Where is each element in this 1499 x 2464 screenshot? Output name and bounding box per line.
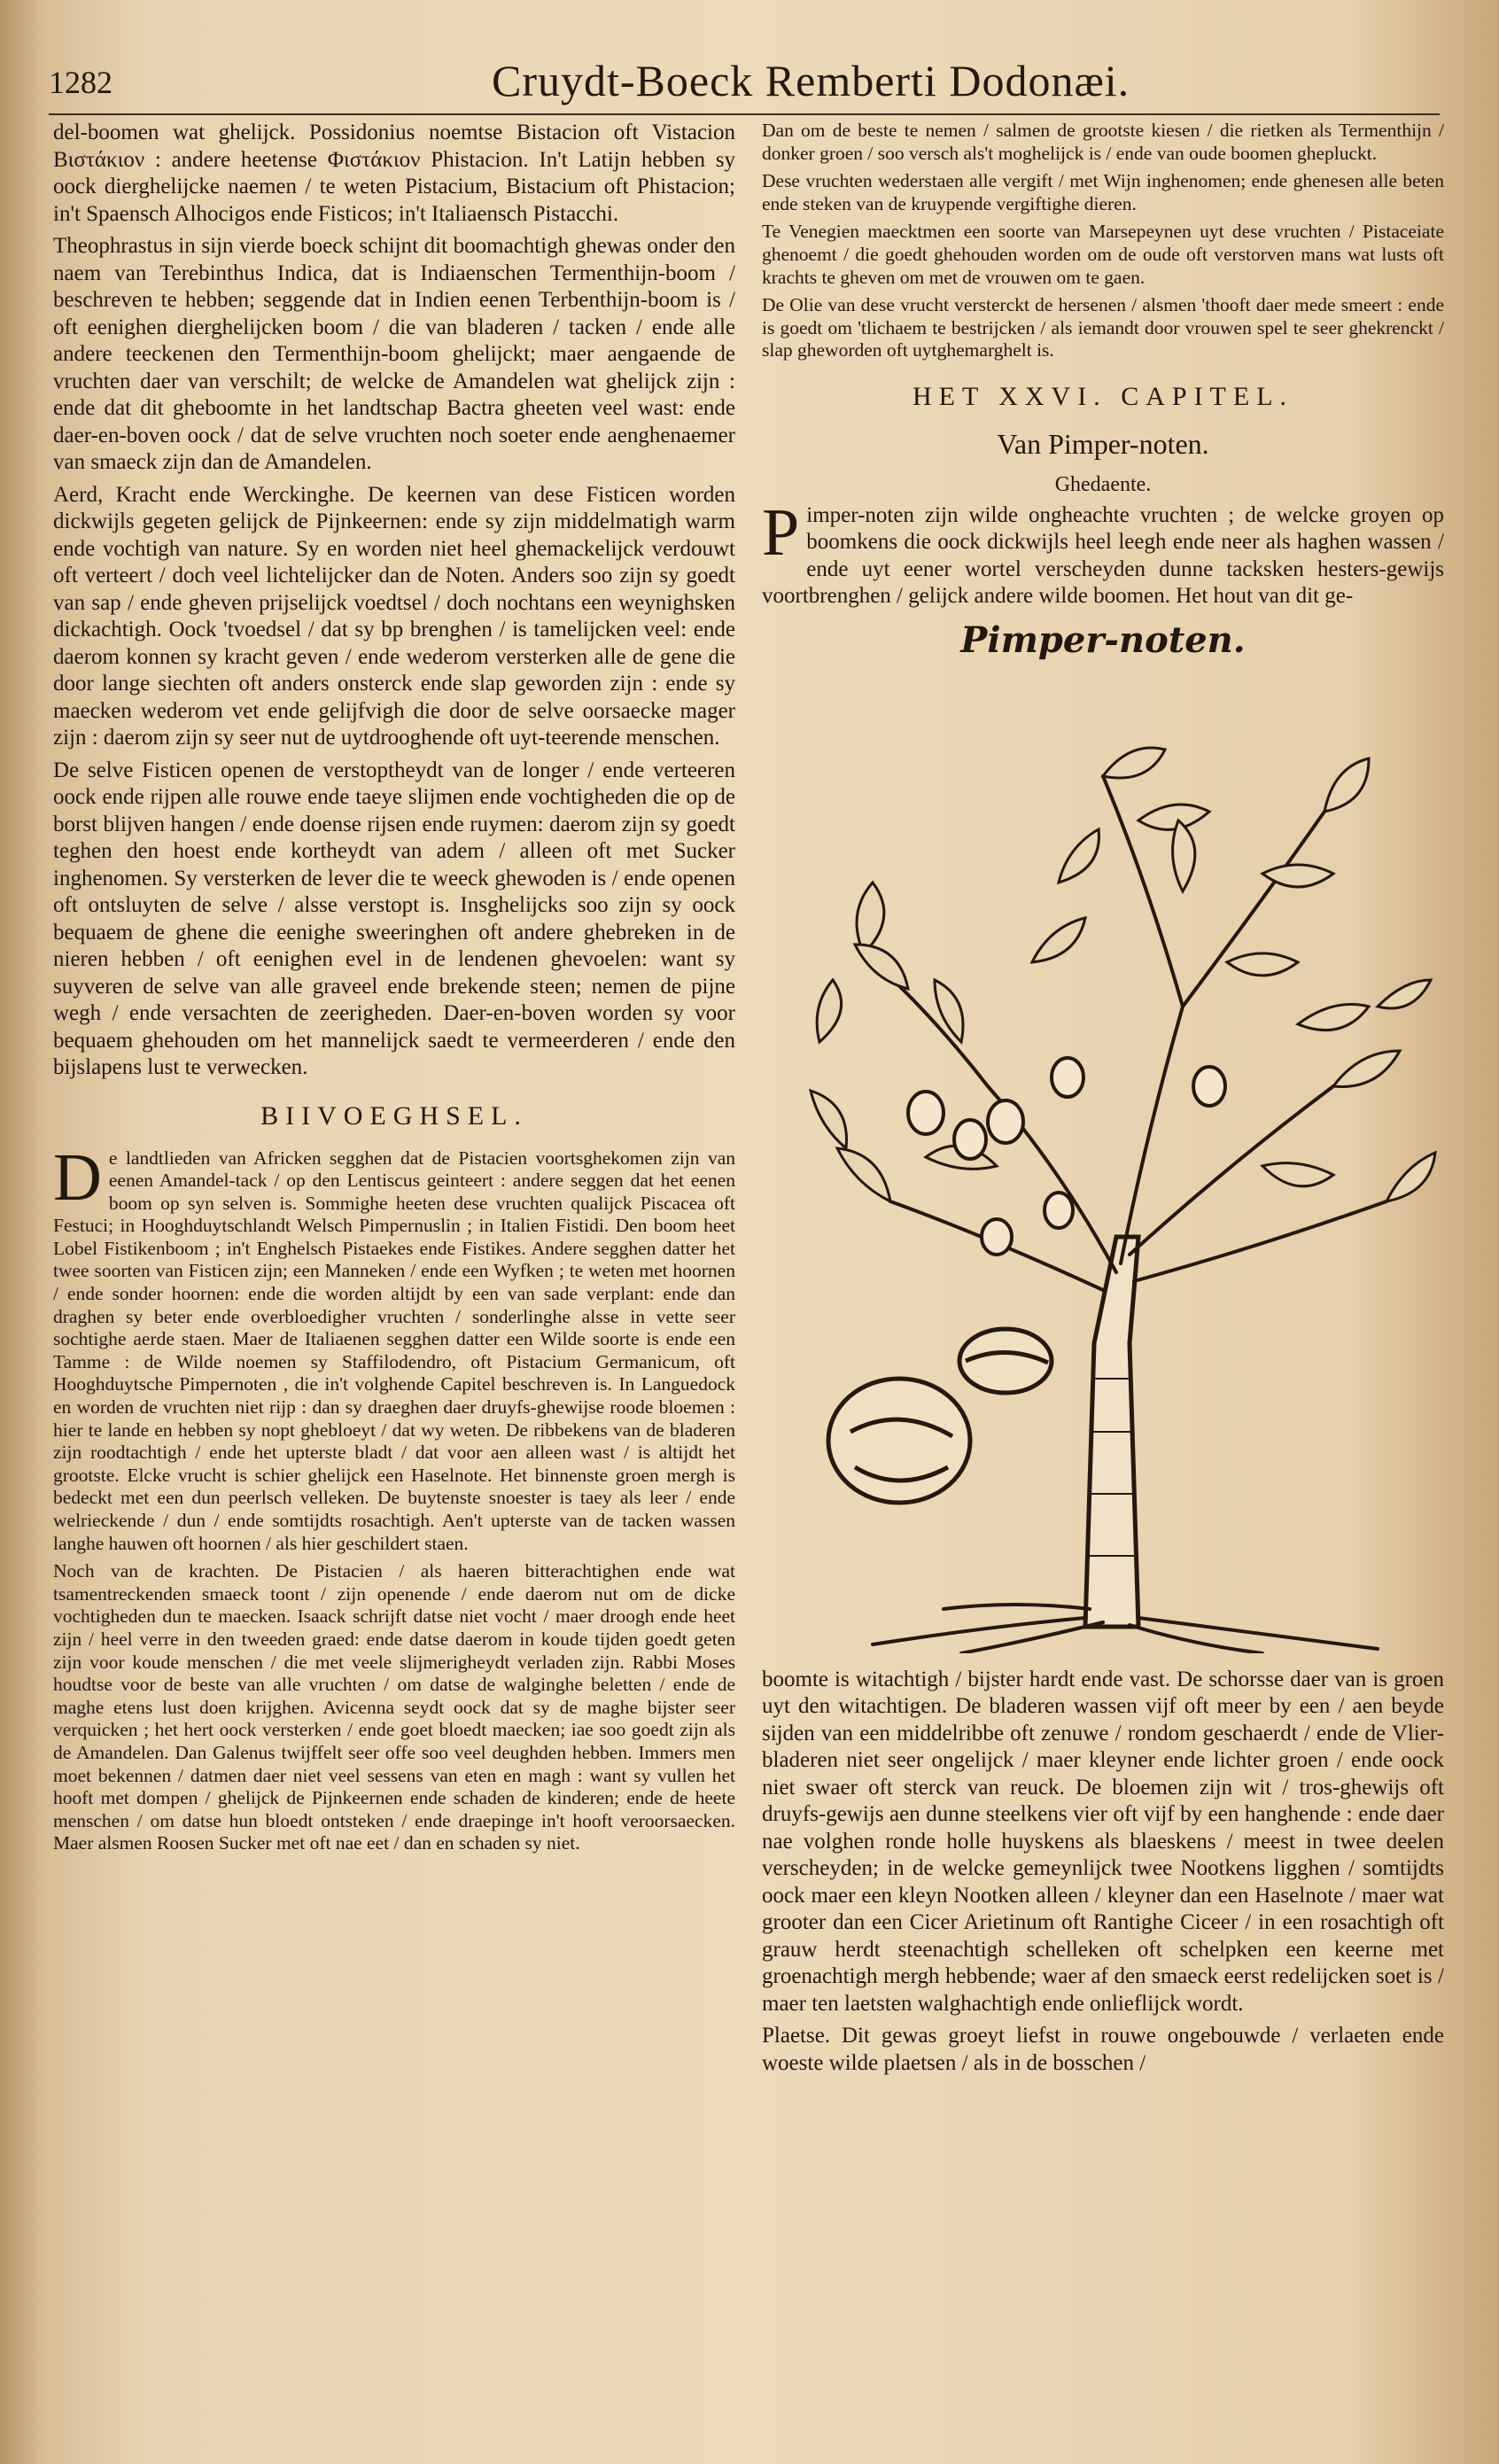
section-label: Ghedaente. xyxy=(1054,472,1152,496)
paragraph: Dan om de beste te nemen / salmen de grootste kiesen / die rietken als Termenthijn / donker groen / soo versch als't moghelijck is / ende van oude boomen ghepluckt. xyxy=(762,120,1444,164)
paragraph: De selve Fisticen openen de verstoptheydt van de longer / ende verteeren oock ende rijpen alle rouwe ende taeye slijmen ende vochtigheden die op de borst blijven hangen / ende doense rijsen ende ruymen: daerom zijn sy goedt teghen den hoest ende kortheydt van adem / alleen oft met Sucker inghenomen. Sy versterken de lever die te weeck ghewoden is / ende openen oft ontsluyten de selve / alsse verstopt is. Insghelijcks soo zijn sy oock bequaem de ghene die eenighe sweeringhen oft andere ghebreken in de nieren hebben / oft eenighen evel in de lendenen ghevoelen: want sy suyveren de selve van alle graveel ende brekende steen; nemen de pijne wegh / ende versachten de zeerigheden. Daer-en-boven worden sy voor bequaem ghehouden om het mannelijck saedt te vermeerderen / ende den bijslapens lust te verwecken. xyxy=(53,758,735,1079)
left-column xyxy=(53,120,735,1861)
paragraph: del-boomen wat ghelijck. Possidonius noemtse Bistacion oft Vistacion Βιστάκιον : andere heetense Φιστάκιον Phistacion. In't Latijn hebben sy oock dierghelijcke naemen / te weten Pistacium, Bistacium oft Phistacion; in't Spaensch Alhocigos ende Fisticos; in't Italiaensch Pistacchi. xyxy=(53,120,735,226)
right-column xyxy=(762,120,1444,2082)
paragraph: boomte is witachtigh / bijster hardt ende vast. De schorsse daer van is groen uyt den witachtigen. De bladeren wassen vijf oft meer by een / aen beyde sijden van een middelribbe oft zenuwe / rondom geschaerdt / ende de Vlier-bladeren niet seer ongelijck / maer kleyner ende lichter groen / ende oock niet swaer oft sterck van reuck. De bloemen zijn wit / tros-ghewijs oft druyfs-gewijs aen dunne steelkens vier oft vijf by een hanghende : ende daer nae volghen ronde holle huyskens als blaeskens / meest in twee deelen verscheyden; in de welcke gemeynlijck twee Nootkens ligghen / somtijdts oock maer een kleyn Nootken alleen / kleyner dan een Haselnote / maer wat grooter dan een Cicer Arietinum oft Rantighe Ciceer / in een rosachtigh oft grauw herdt steenachtigh schelleken oft schelpken een keerne met groenachtigh mergh hebbende; waer af den smaeck eerst redelijcken soet is / maer ten laetsten walghachtigh ende onlieflijck wordt. xyxy=(762,1667,1444,2016)
paragraph: De landtlieden van Africken segghen dat de Pistacien voortsghekomen zijn van eenen Amandel-tack / op den Lentiscus geinteert : andere seggen dat het eenen boom op syn selven is. Sommighe heeten dese vruchten qualijck Piscacea oft Festuci; in Hooghduytschlandt Welsch Pimpernuslin ; in Italien Fistidi. Den boom heet Lobel Fistikenboom ; in't Enghelsch Pistaekes ende Fistikes. Andere segghen datter het twee soorten van Fisticen zijn; een Manneken / ende een Wyfken ; te weten met hoornen / ende sonder hoornen: ende die worden altijdt by een van sade verplant: ende dan draghen sy beter ende overbloedigher vruchten / sonderlinghe alsse in vette seer sochtighe aerde staen. Maer de Italiaenen segghen datter een Wilde soorte is ende een Tamme : de Wilde noemen sy Staffilodendro, oft Pistacium Germanicum, oft Hooghduytsche Pimpernoten , die in't volghende Capitel beschreven is. In Languedock en worden de vruchten niet rijp : dan sy draeghen daer druyfs-ghewijse roode bloemen : hier te lande en hebben sy nopt ghebloeyt / dat wy weten. De ribbekens van de bladeren zijn roodtachtigh / ende het upterste bladt / dat voor aen alleen wast / is altijdt het grootste. Elcke vrucht is schier ghelijck een Haselnote. Het binnenste groen mergh is bedeckt met een dun peerlsch velleken. De buytenste snoester is taey als leer / ende welrieckende / dun / ende somtijdts rosachtigh. Aen't upterste van de tacken wassen langhe hauwen oft hoornen / als hier geschildert staen. xyxy=(53,1139,735,1554)
section-heading: BIIVOEGHSEL. xyxy=(260,1100,528,1131)
paragraph: Theophrastus in sijn vierde boeck schijnt dit boomachtigh ghewas onder den naem van Terebinthus Indica, dat is Indiaenschen Termenthijn-boom / beschreven te hebben; seggende dat in Indien eenen Terbenthijn-boom is / oft eenighen dierghelijcken boom / die van bladeren / tacken / ende alle andere teeckenen den Termenthijn-boom ghelijckt; maer aengaende de vruchten daer van verschilt; de welcke de Amandelen wat ghelijck zijn : ende dat dit gheboomte in het landtschap Bactra gheeten veel wast: ende daer-en-boven oock / dat de selve vruchten noch soeter ende aenghenaemer van smaeck zijn dan de Amandelen. xyxy=(53,234,735,474)
paragraph: Aerd, Kracht ende Werckinghe. De keernen van dese Fisticen worden dickwijls gegeten gelijck de Pijnkeernen: ende sy zijn middelmatigh warm ende vochtigh van nature. Sy en worden niet heel ghemackelijck verdouwt oft verteert / doch veel lichtelijcker dan de Noten. Anders soo zijn sy goedt van sap / ende gheven prijselijck voedtsel / doch nochtans een weynighsken dickachtigh. Oock 'tvoedsel / dat sy bp brenghen / is tamelijcken veel: ende daerom konnen sy kracht geven / ende wederom versterken alle de gene die door lange siechten oft anders onsterck ende slap geworden zijn : ende sy maecken wederom vet ende gelijfvigh die door de selve oorsaecke mager zijn : daerom zijn sy seer nut de uytdrooghende oft uyt-teerende menschen. xyxy=(53,482,735,750)
figure-caption: Pimper-noten. xyxy=(960,618,1246,661)
paragraph: Dese vruchten wederstaen alle vergift / met Wijn inghenomen; ende ghenesen alle beten ende steken van de kruypende vergiftighe dieren. xyxy=(762,170,1444,214)
pimper-noten-tree-illustration xyxy=(766,670,1440,1653)
page-header xyxy=(49,55,1440,115)
page-number: 1282 xyxy=(49,65,113,100)
running-title: Cruydt-Boeck Remberti Dodonæi. xyxy=(492,56,1130,105)
paragraph: De Olie van dese vrucht versterckt de hersenen / alsmen 'thooft daer mede smeert : ende is goedt om 'tlichaem te bestrijcken / als iemandt door vrouwen spel te seer ghekrenckt / slap gheworden oft uytghemarghelt is. xyxy=(762,294,1444,361)
chapter-heading: HET XXVI. CAPITEL. xyxy=(912,381,1294,411)
paragraph: Te Venegien maecktmen een soorte van Marsepeynen uyt dese vruchten / Pistaceiate ghenoemt / die goedt ghehouden worden om de oude oft verstorven mans wat lusts oft krachts te gheven om met de vrouwen om te gaen. xyxy=(762,221,1444,288)
woodcut-figure xyxy=(766,619,1440,1656)
paragraph: Noch van de krachten. De Pistacien / als haeren bitterachtighen ende wat tsamentreckenden smaeck toont / zijn openende / ende daerom nut om de dicke vochtigheden dun te maecken. Isaack schrijft datse niet vocht / maer droogh ende heet zijn / heel verre in den tweeden graed: ende datse daerom in koude tijden goedt geten zijn voor koude menschen / die met veele slijmerigheydt verladen zijn. Rabbi Moses houdtse voor de beste van alle vruchten / om datse de walginghe beletten / ende de maghe etens lust doen krijghen. Avicenna seydt oock dat sy de maghe bijster seer verquicken ; het hert oock versterken / ende goet bloedt maecken; iae soo goedt zijn als de Amandelen. Dan Galenus twijffelt seer offe soo veel deughden hebben. Immers men moet bekennen / datmen daer niet veel sessens van eten en magh : want sy vullen het hooft met dompen / ghelijck de Pijnkeernen ende schaden de kinderen; ende de heete menschen / om datse hun bloedt ontsteken / ende draepinge in't hooft veroorsaecken. Maer alsmen Roosen Sucker met oft nae eet / dan en schaden sy niet. xyxy=(53,1560,735,1854)
chapter-title: Van Pimper-noten. xyxy=(997,427,1209,460)
paragraph: Plaetse. Dit gewas groeyt liefst in rouwe ongebouwde / verlaeten ende woeste wilde plaetsen / als in de bosschen / xyxy=(762,2024,1444,2075)
paragraph: Pimper-noten zijn wilde ongheachte vruchten ; de welcke groyen op boomkens die oock dickwijls heel leegh ende neer als haghen wassen / ende uyt eener wortel verscheyden dunne tacksken hesters-gewijs voortbrenghen / gelijck andere wilde boomen. Het hout van dit ge- xyxy=(762,494,1444,609)
